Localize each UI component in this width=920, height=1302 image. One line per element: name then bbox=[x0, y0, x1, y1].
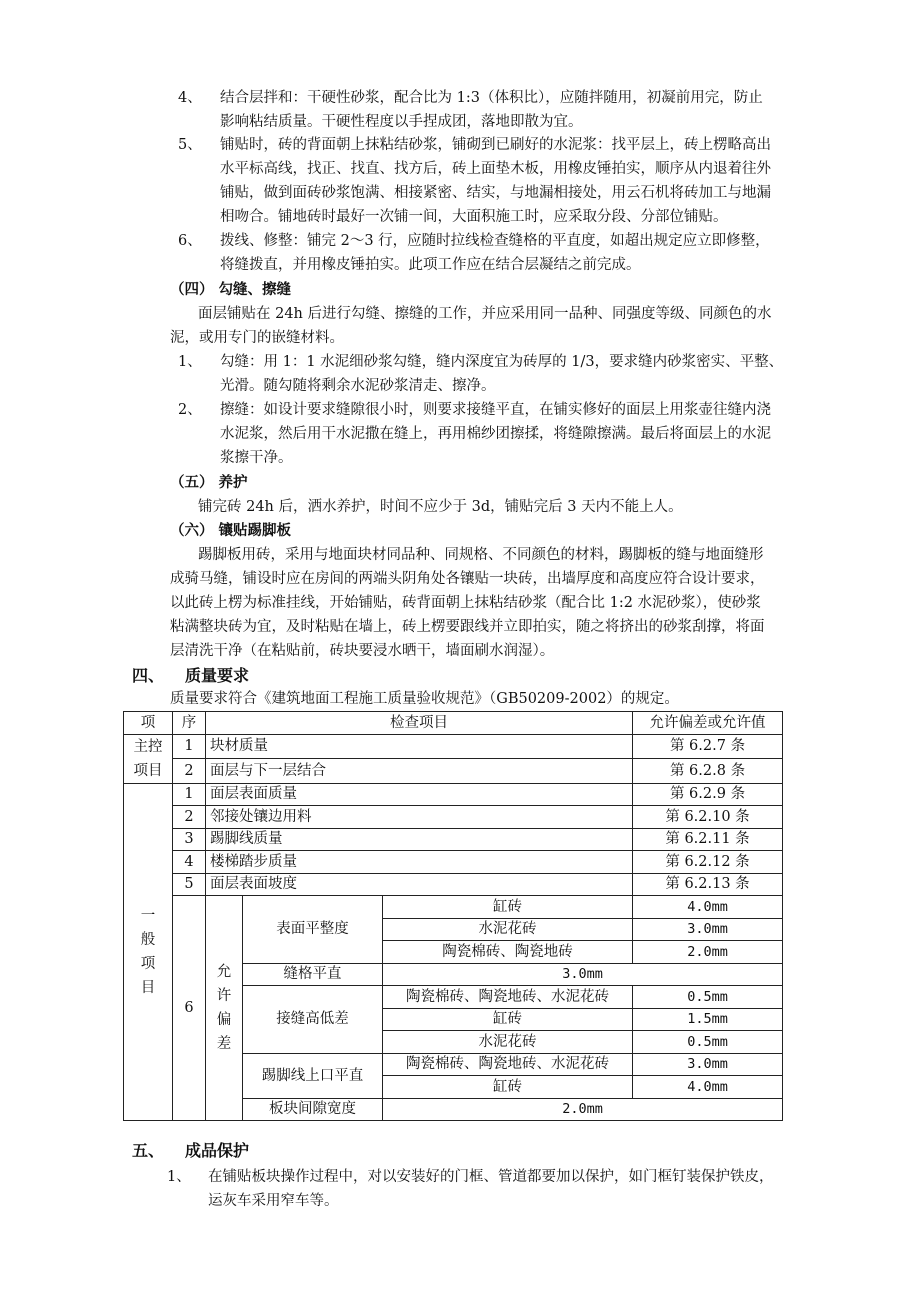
paragraph-line: 浆擦干净。 bbox=[220, 450, 293, 466]
paragraph-line: 以此砖上楞为标准挂线，开始铺贴，砖背面朝上抹粘结砂浆（配合比 1:2 水泥砂浆），使砂浆 bbox=[170, 595, 761, 611]
col-header-seq: 序 bbox=[173, 712, 206, 735]
check-item-cell: 踢脚线质量 bbox=[206, 828, 633, 851]
paragraph-line: 铺贴时，砖的背面朝上抹粘结砂浆，铺砌到已刷好的水泥浆：找平层上，砖上楞略高出 bbox=[220, 137, 771, 153]
paragraph-line: 擦缝：如设计要求缝隙很小时，则要求接缝平直，在铺实修好的面层上用浆壶往缝内浇 bbox=[220, 402, 771, 418]
joint-height-label: 接缝高低差 bbox=[243, 986, 383, 1054]
main-control-label: 主控项目 bbox=[124, 734, 173, 783]
table-row bbox=[124, 828, 783, 851]
list-number: 1、 bbox=[167, 1169, 191, 1185]
table-row bbox=[124, 896, 783, 919]
paragraph-line: 铺完砖 24h 后，洒水养护，时间不应少于 3d，铺贴完后 3 天内不能上人。 bbox=[198, 499, 683, 515]
paragraph-line: 踢脚板用砖，采用与地面块材同品种、同规格、不同颜色的材料，踢脚板的缝与地面缝形 bbox=[198, 547, 764, 563]
seq-cell: 1 bbox=[173, 783, 206, 806]
list-number: 5、 bbox=[178, 137, 202, 153]
paragraph-line: 质量要求符合《建筑地面工程施工质量验收规范》（GB50209-2002）的规定。 bbox=[170, 691, 679, 707]
check-item-cell: 楼梯踏步质量 bbox=[206, 851, 633, 874]
check-item-cell: 面层与下一层结合 bbox=[206, 759, 633, 784]
seq-cell: 2 bbox=[173, 759, 206, 784]
col-header-check: 检查项目 bbox=[206, 712, 633, 735]
seq-cell: 4 bbox=[173, 851, 206, 874]
material-cell: 缸砖 bbox=[383, 1076, 633, 1099]
list-number: 6、 bbox=[178, 233, 202, 249]
table-row bbox=[124, 873, 783, 896]
table-row bbox=[124, 759, 783, 784]
list-number: 1、 bbox=[178, 354, 202, 370]
paragraph-line: 水泥浆，然后用干水泥撒在缝上，再用棉纱团擦揉，将缝隙擦满。最后将面层上的水泥 bbox=[220, 426, 771, 442]
paragraph-line: 光滑。随勾随将剩余水泥砂浆清走、擦净。 bbox=[220, 378, 496, 394]
allow-cell: 第 6.2.12 条 bbox=[633, 851, 783, 874]
paragraph-line: 在铺贴板块操作过程中，对以安装好的门框、管道都要加以保护，如门框钉装保护铁皮， bbox=[208, 1169, 774, 1185]
value-cell: 0.5mm bbox=[633, 1031, 783, 1054]
value-cell: 0.5mm bbox=[633, 986, 783, 1009]
material-cell: 水泥花砖 bbox=[383, 918, 633, 941]
paragraph-line: 面层铺贴在 24h 后进行勾缝、擦缝的工作，并应采用同一品种、同强度等级、同颜色的水 bbox=[198, 306, 772, 322]
allow-cell: 第 6.2.7 条 bbox=[633, 734, 783, 759]
value-cell: 4.0mm bbox=[633, 896, 783, 919]
value-cell: 3.0mm bbox=[383, 963, 783, 986]
allow-cell: 第 6.2.8 条 bbox=[633, 759, 783, 784]
material-cell: 陶瓷棉砖、陶瓷地砖、水泥花砖 bbox=[383, 986, 633, 1009]
material-cell: 陶瓷棉砖、陶瓷地砖 bbox=[383, 941, 633, 964]
value-cell: 3.0mm bbox=[633, 1053, 783, 1076]
material-cell: 水泥花砖 bbox=[383, 1031, 633, 1054]
chapter-heading: 质量要求 bbox=[185, 666, 250, 685]
quality-table bbox=[123, 711, 783, 1121]
paragraph-line: 结合层拌和：干硬性砂浆，配合比为 1:3（体积比），应随拌随用，初凝前用完，防止 bbox=[220, 90, 763, 106]
general-label: 一般项目 bbox=[124, 783, 173, 1121]
section-heading: （六） 镶贴踢脚板 bbox=[170, 522, 292, 539]
check-item-cell: 面层表面质量 bbox=[206, 783, 633, 806]
material-cell: 缸砖 bbox=[383, 1008, 633, 1031]
value-cell: 1.5mm bbox=[633, 1008, 783, 1031]
allow-cell: 第 6.2.11 条 bbox=[633, 828, 783, 851]
chapter-number: 四、 bbox=[132, 666, 165, 685]
seq-cell: 3 bbox=[173, 828, 206, 851]
table-row bbox=[124, 806, 783, 829]
paragraph-line: 铺贴，做到面砖砂浆饱满、相接紧密、结实，与地漏相接处，用云石机将砖加工与地漏 bbox=[220, 185, 771, 201]
value-cell: 2.0mm bbox=[383, 1098, 783, 1121]
seq-cell: 5 bbox=[173, 873, 206, 896]
paragraph-line: 拨线、修整：铺完 2～3 行，应随时拉线检查缝格的平直度，如超出规定应立即修整， bbox=[220, 233, 770, 249]
allow-cell: 第 6.2.9 条 bbox=[633, 783, 783, 806]
col-header-allow: 允许偏差或允许值 bbox=[633, 712, 783, 735]
gap-label: 板块间隙宽度 bbox=[243, 1098, 383, 1121]
paragraph-line: 将缝拨直，并用橡皮锤拍实。此项工作应在结合层凝结之前完成。 bbox=[220, 257, 641, 273]
table-row bbox=[124, 734, 783, 759]
material-cell: 缸砖 bbox=[383, 896, 633, 919]
value-cell: 3.0mm bbox=[633, 918, 783, 941]
paragraph-line: 粘满整块砖为宜，及时粘贴在墙上，砖上楞要跟线并立即拍实，随之将挤出的砂浆刮撑，将面 bbox=[170, 619, 765, 635]
paragraph-line: 勾缝：用 1：1 水泥细砂浆勾缝，缝内深度宜为砖厚的 1/3，要求缝内砂浆密实、平整、 bbox=[220, 354, 784, 370]
allow-deviation-label: 允许偏差 bbox=[206, 896, 243, 1121]
paragraph-line: 层清洗干净（在粘贴前，砖块要浸水晒干，墙面刷水润湿）。 bbox=[170, 643, 555, 659]
paragraph-line: 影响粘结质量。干硬性程度以手捏成团，落地即散为宜。 bbox=[220, 114, 583, 130]
table-row bbox=[124, 783, 783, 806]
col-header-item: 项 bbox=[124, 712, 173, 735]
paragraph-line: 运灰车采用窄车等。 bbox=[208, 1193, 339, 1209]
material-cell: 陶瓷棉砖、陶瓷地砖、水泥花砖 bbox=[383, 1053, 633, 1076]
section-heading: （五） 养护 bbox=[170, 474, 248, 491]
seq-cell: 2 bbox=[173, 806, 206, 829]
table-header-row bbox=[124, 712, 783, 735]
table-row bbox=[124, 851, 783, 874]
list-number: 4、 bbox=[178, 90, 202, 106]
flatness-label: 表面平整度 bbox=[243, 896, 383, 964]
skirting-label: 踢脚线上口平直 bbox=[243, 1053, 383, 1098]
seq-cell: 1 bbox=[173, 734, 206, 759]
allow-cell: 第 6.2.10 条 bbox=[633, 806, 783, 829]
allow-cell: 第 6.2.13 条 bbox=[633, 873, 783, 896]
joint-straight-label: 缝格平直 bbox=[243, 963, 383, 986]
value-cell: 4.0mm bbox=[633, 1076, 783, 1099]
seq-cell: 6 bbox=[173, 896, 206, 1121]
chapter-heading: 成品保护 bbox=[185, 1141, 250, 1160]
check-item-cell: 邻接处镶边用料 bbox=[206, 806, 633, 829]
chapter-number: 五、 bbox=[132, 1141, 165, 1160]
paragraph-line: 水平标高线，找正、找直、找方后，砖上面垫木板，用橡皮锤拍实，顺序从内退着往外 bbox=[220, 161, 771, 177]
value-cell: 2.0mm bbox=[633, 941, 783, 964]
list-number: 2、 bbox=[178, 402, 202, 418]
paragraph-line: 相吻合。铺地砖时最好一次铺一间，大面积施工时，应采取分段、分部位铺贴。 bbox=[220, 209, 728, 225]
check-item-cell: 面层表面坡度 bbox=[206, 873, 633, 896]
paragraph-line: 成骑马缝，铺设时应在房间的两端头阴角处各镶贴一块砖，出墙厚度和高度应符合设计要求， bbox=[170, 571, 765, 587]
section-heading: （四） 勾缝、擦缝 bbox=[170, 281, 292, 298]
paragraph-line: 泥，或用专门的嵌缝材料。 bbox=[170, 330, 344, 346]
check-item-cell: 块材质量 bbox=[206, 734, 633, 759]
